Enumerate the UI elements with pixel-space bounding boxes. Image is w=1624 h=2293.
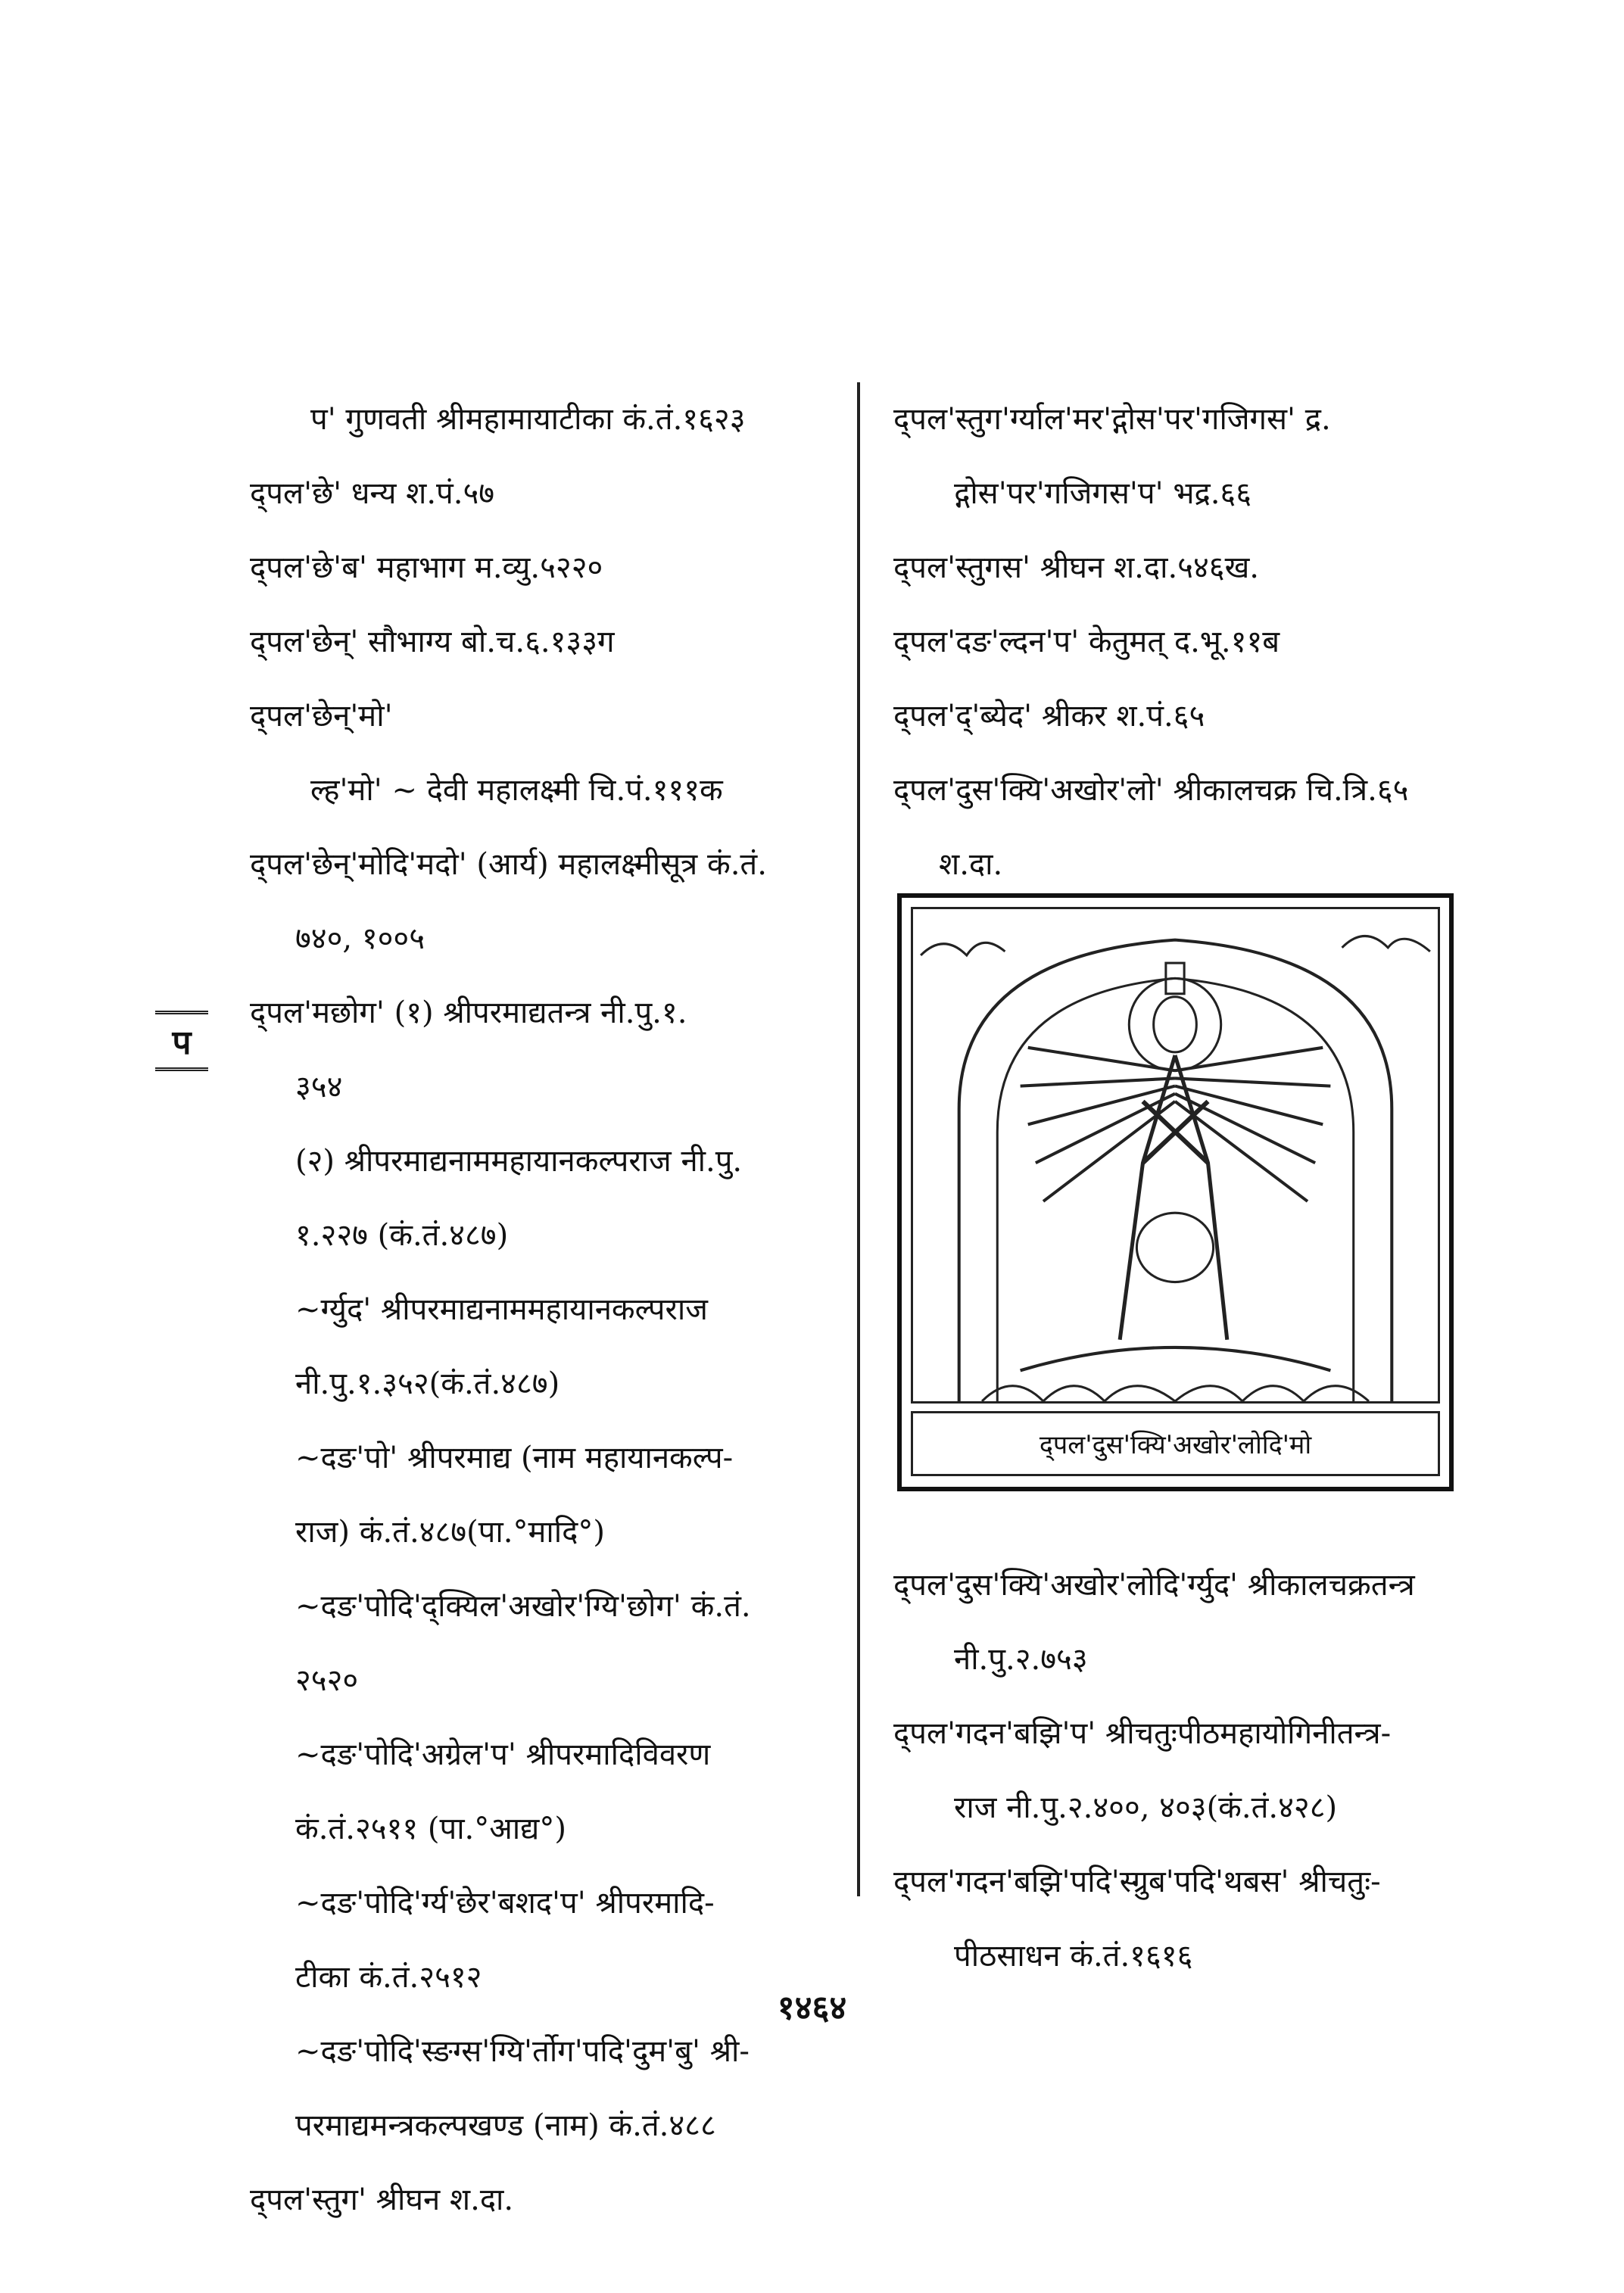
entry-line: द्पल'दङ'ल्दन'प' केतुमत् द.भू.११ब xyxy=(893,625,1280,659)
entry-line: द्पल'स्तुग' श्रीघन श.दा. xyxy=(250,2182,514,2217)
entry-line: कं.तं.२५११ (पा.°आद्य°) xyxy=(295,1812,566,1846)
entry-line: ~दङ'पो' श्रीपरमाद्य (नाम महायानकल्प- xyxy=(295,1441,734,1475)
entry-line: द्पल'गदन'बझि'प' श्रीचतुःपीठमहायोगिनीतन्त्र- xyxy=(893,1716,1392,1751)
entry-line: द्पल'स्तुगस' श्रीघन श.दा.५४६ख. xyxy=(893,550,1260,585)
entry-line: द्पल'स्तुग'र्ग्याल'मर'द्गोस'पर'गजिगस' द्र. xyxy=(893,402,1331,437)
entry-line: नी.पु.२.७५३ xyxy=(954,1642,1088,1677)
entry-line: ७४०, १००५ xyxy=(295,921,425,956)
entry-line: पीठसाधन कं.तं.१६१६ xyxy=(954,1939,1193,1974)
illustration-panel xyxy=(911,907,1440,1404)
entry-line: ल्ह'मो' ~ देवी महालक्ष्मी चि.पं.१११क xyxy=(310,773,723,808)
entry-line: द्पल'द्'ब्येद' श्रीकर श.पं.६५ xyxy=(893,699,1205,734)
entry-line: (२) श्रीपरमाद्यनाममहायानकल्पराज नी.पु. xyxy=(295,1144,743,1179)
entry-line: द्पल'दुस'क्यि'अखोर'लोदि'र्ग्युद' श्रीकालचक्रतन्त्र xyxy=(893,1568,1415,1603)
kalachakra-drawing xyxy=(913,909,1438,1401)
entry-line: द्पल'छेन्'मो' xyxy=(250,699,393,734)
entry-line: ~दङ'पोदि'स्ङग्स'ग्यि'र्तोग'पदि'दुम'बु' श्री- xyxy=(295,2034,750,2069)
entry-line: द्पल'दुस'क्यि'अखोर'लो' श्रीकालचक्र चि.त्रि.६५ xyxy=(893,773,1409,808)
entry-line: द्गोस'पर'गजिगस'प' भद्र.६६ xyxy=(954,476,1252,511)
entry-line: प' गुणवती श्रीमहामायाटीका कं.तं.१६२३ xyxy=(310,402,746,437)
right-column-lower xyxy=(893,1548,1514,1993)
entry-line: द्पल'छे' धन्य श.पं.५७ xyxy=(250,476,495,511)
entry-line: ~दङ'पोदि'अग्रेल'प' श्रीपरमादिविवरण xyxy=(295,1737,711,1772)
entry-line: २५२० xyxy=(295,1663,359,1698)
entry-line: ३५४ xyxy=(295,1070,343,1104)
left-column xyxy=(250,382,848,2237)
entry-line: नी.पु.१.३५२(कं.तं.४८७) xyxy=(295,1366,560,1401)
section-letter-tab: प xyxy=(155,1011,208,1071)
entry-line: द्पल'छेन्'मोदि'मदो' (आर्य) महालक्ष्मीसूत्र कं.तं. xyxy=(250,847,767,882)
illustration-caption: द्पल'दुस'क्यि'अखोर'लोदि'मो xyxy=(911,1411,1440,1476)
entry-line: राज) कं.तं.४८७(पा.°मादि°) xyxy=(295,1515,605,1550)
right-column xyxy=(893,382,1514,902)
entry-line: परमाद्यमन्त्रकल्पखण्ड (नाम) कं.तं.४८८ xyxy=(295,2108,716,2143)
entry-line: द्पल'छे'ब' महाभाग म.व्यु.५२२० xyxy=(250,550,603,585)
entry-line: द्पल'गदन'बझि'पदि'स्ग्रुब'पदि'थबस' श्रीचतुः- xyxy=(893,1865,1381,1899)
column-divider xyxy=(857,382,860,1896)
entry-line: द्पल'मछोग' (१) श्रीपरमाद्यतन्त्र नी.पु.१. xyxy=(250,995,687,1030)
entry-line: ~र्ग्युद' श्रीपरमाद्यनाममहायानकल्पराज xyxy=(295,1292,708,1327)
entry-line: राज नी.पु.२.४००, ४०३(कं.तं.४२८) xyxy=(954,1790,1338,1825)
entry-line: ~दङ'पोदि'द्क्यिल'अखोर'ग्यि'छोग' कं.तं. xyxy=(295,1589,751,1624)
entry-line: १.२२७ (कं.तं.४८७) xyxy=(295,1218,509,1253)
entry-line: टीका कं.तं.२५१२ xyxy=(295,1960,482,1995)
entry-line: द्पल'छेन्' सौभाग्य बो.च.६.१३३ग xyxy=(250,625,615,659)
entry-line: ~दङ'पोदि'र्ग्य'छेर'बशद'प' श्रीपरमादि- xyxy=(295,1886,715,1921)
deity-illustration xyxy=(897,893,1454,1491)
entry-line: श.दा. xyxy=(939,847,1003,882)
page-number: १४६४ xyxy=(777,1989,847,2027)
